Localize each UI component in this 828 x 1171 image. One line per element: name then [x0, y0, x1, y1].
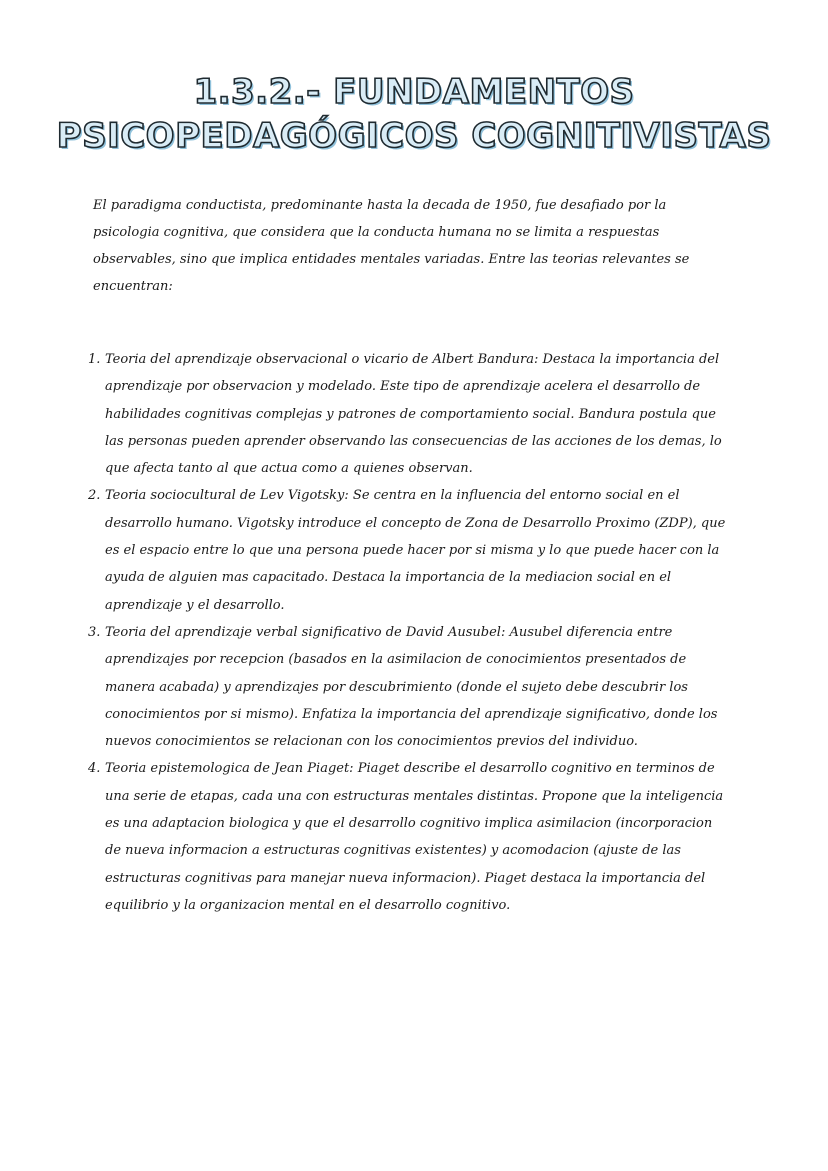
list-item-text: Teoria epistemologica de Jean Piaget: Piaget describe el desarrollo cognitivo en terminos de una serie de etapas, cada una con estructuras mentales distintas. Propone que la inteligencia es una adaptacion biologica y que el desarrollo cognitivo implica asimilacion (incorporacion de nueva informacion a estructuras cognitivas existentes) y acomodacion (ajuste de las estructuras cognitivas para manejar nueva informacion). Piaget destaca la importancia del equilibrio y la organizacion mental en el desarrollo cognitivo.: [105, 761, 724, 913]
title-line-1: 1.3.2.- FUNDAMENTOS: [193, 72, 635, 112]
list-item-number: 2.: [88, 488, 101, 504]
intro-paragraph: [93, 192, 733, 300]
list-item-text: Teoria del aprendizaje verbal significativo de David Ausubel: Ausubel diferencia entre aprendizajes por recepcion (basados en la asimilacion de conocimientos presentados de manera acabada) y aprendizajes por descubrimiento (donde el sujeto debe descubrir los conocimientos por si mismo). Enfatiza la importancia del aprendizaje significativo, donde los nuevos conocimientos se relacionan con los conocimientos previos del individuo.: [105, 624, 718, 750]
page-title: [40, 70, 788, 158]
list-item-number: 4.: [88, 761, 101, 777]
title-line-2: PSICOPEDAGÓGICOS COGNITIVISTAS: [56, 116, 772, 156]
theories-list: [88, 346, 728, 919]
list-item-text: Teoria del aprendizaje observacional o vicario de Albert Bandura: Destaca la importancia del aprendizaje por observacion y modelado. Este tipo de aprendizaje acelera el desarrollo de habilidades cognitivas complejas y patrones de comportamiento social. Bandura postula que las personas pueden aprender observando las consecuencias de las acciones de los demas, lo que afecta tanto al que actua como a quienes observan.: [105, 352, 722, 477]
list-item: [88, 482, 728, 618]
list-item: [88, 619, 728, 755]
list-item: [88, 346, 728, 482]
list-item-number: 1.: [88, 352, 101, 367]
intro-text: El paradigma conductista, predominante hasta la decada de 1950, fue desafiado por la psicologia cognitiva, que considera que la conducta humana no se limita a respuestas observables, sino que implica entidades mentales variadas. Entre las teorias relevantes se encuentran:: [93, 198, 690, 294]
list-item-number: 3.: [88, 624, 101, 640]
list-item: [88, 755, 728, 919]
list-item-text: Teoria sociocultural de Lev Vigotsky: Se centra en la influencia del entorno social en el desarrollo humano. Vigotsky introduce el concepto de Zona de Desarrollo Proximo (ZDP), que es el espacio entre lo que una persona puede hacer por si misma y lo que puede hacer con la ayuda de alguien mas capacitado. Destaca la importancia de la mediacion social en el aprendizaje y el desarrollo.: [105, 488, 726, 613]
